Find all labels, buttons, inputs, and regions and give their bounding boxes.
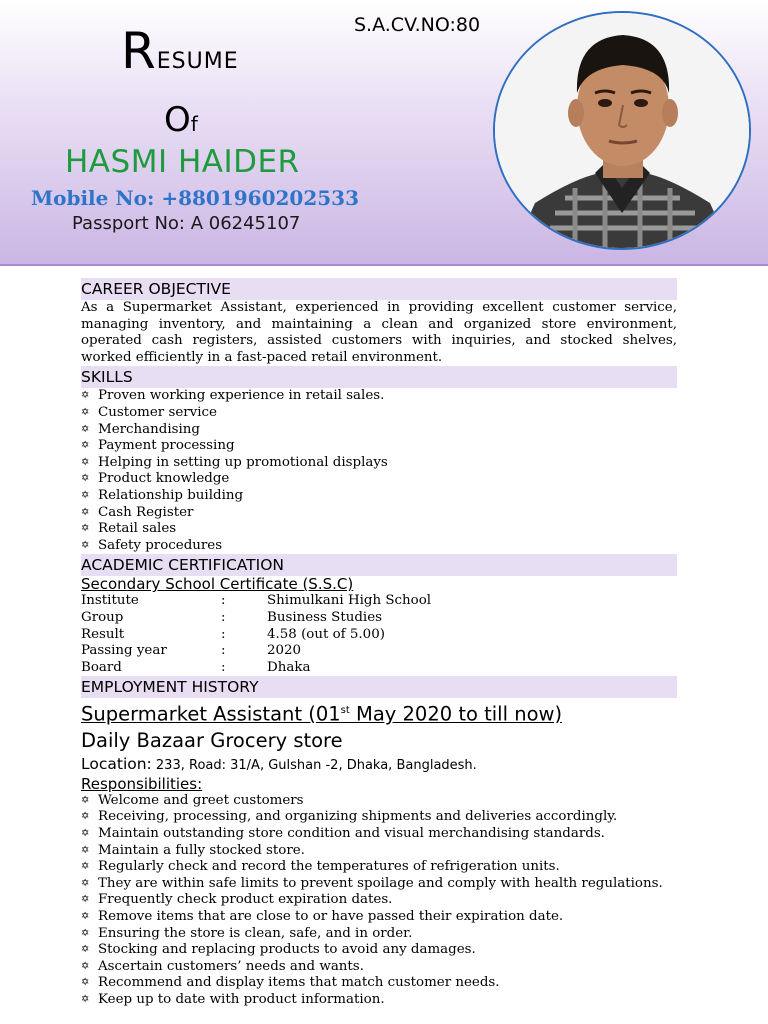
- list-item: ✡ Product knowledge: [81, 471, 230, 487]
- section-employment: EMPLOYMENT HISTORY: [81, 676, 677, 698]
- list-item: ✡ Payment processing: [81, 438, 235, 454]
- star-bullet-icon: ✡: [81, 423, 90, 435]
- star-bullet-icon: ✡: [81, 539, 90, 551]
- header-band: [0, 0, 768, 266]
- star-bullet-icon: ✡: [81, 523, 90, 535]
- list-item: ✡ Ensuring the store is clean, safe, and in order.: [81, 925, 413, 941]
- list-item: ✡ Safety procedures: [81, 537, 223, 553]
- responsibilities-list: [81, 793, 677, 1009]
- table-row: Passing year : 2020: [81, 643, 302, 659]
- star-bullet-icon: ✡: [81, 506, 90, 518]
- job-title: Supermarket Assistant (01st May 2020 to till now): [81, 702, 563, 726]
- list-item: ✡ Cash Register: [81, 504, 194, 520]
- list-item: ✡ Merchandising: [81, 421, 200, 437]
- company-name: Daily Bazaar Grocery store: [81, 728, 343, 752]
- star-bullet-icon: ✡: [81, 861, 90, 873]
- list-item: ✡ They are within safe limits to prevent spoilage and comply with health regulations.: [81, 875, 663, 891]
- resume-rest: ESUME: [156, 49, 239, 74]
- table-row: Group : Business Studies: [81, 609, 382, 625]
- star-bullet-icon: ✡: [81, 794, 90, 806]
- list-item: ✡ Remove items that are close to or have passed their expiration date.: [81, 908, 564, 924]
- star-bullet-icon: ✡: [81, 473, 90, 485]
- star-bullet-icon: ✡: [81, 977, 90, 989]
- portrait-image: [495, 13, 749, 248]
- resume-initial: R: [121, 22, 157, 80]
- resume-title: [121, 22, 239, 80]
- list-item: ✡ Ascertain customers’ needs and wants.: [81, 958, 364, 974]
- star-bullet-icon: ✡: [81, 944, 90, 956]
- job-location: Location: 233, Road: 31/A, Gulshan -2, Dhaka, Bangladesh.: [81, 754, 477, 773]
- list-item: ✡ Proven working experience in retail sales.: [81, 388, 385, 404]
- section-skills: SKILLS: [81, 366, 677, 388]
- star-bullet-icon: ✡: [81, 390, 90, 402]
- certificate-title: Secondary School Certificate (S.S.C): [81, 575, 354, 594]
- list-item: ✡ Retail sales: [81, 521, 177, 537]
- list-item: ✡ Maintain a fully stocked store.: [81, 842, 305, 858]
- star-bullet-icon: ✡: [81, 927, 90, 939]
- list-item: ✡ Maintain outstanding store condition and visual merchandising standards.: [81, 825, 605, 841]
- mobile-number: Mobile No: +8801960202533: [31, 186, 359, 210]
- list-item: ✡ Keep up to date with product information.: [81, 991, 385, 1007]
- star-bullet-icon: ✡: [81, 489, 90, 501]
- passport-number: Passport No: A 06245107: [72, 213, 301, 234]
- star-bullet-icon: ✡: [81, 877, 90, 889]
- section-career-objective: CAREER OBJECTIVE: [81, 278, 677, 300]
- table-row: Board : Dhaka: [81, 659, 311, 675]
- star-bullet-icon: ✡: [81, 827, 90, 839]
- list-item: ✡ Welcome and greet customers: [81, 792, 304, 808]
- list-item: ✡ Relationship building: [81, 487, 244, 503]
- star-bullet-icon: ✡: [81, 960, 90, 972]
- star-bullet-icon: ✡: [81, 844, 90, 856]
- star-bullet-icon: ✡: [81, 440, 90, 452]
- list-item: ✡ Frequently check product expiration dates.: [81, 892, 393, 908]
- of-rest: f: [190, 112, 198, 136]
- career-objective-text: As a Supermarket Assistant, experienced in providing excellent customer service, managing inventory, and maintaining a clean and organized store environment, operated cash registers, assisted customers with inquiries, and stocked shelves, worked efficiently in a fast-paced retail environment.: [81, 300, 677, 365]
- list-item: ✡ Stocking and replacing products to avoid any damages.: [81, 942, 476, 958]
- star-bullet-icon: ✡: [81, 456, 90, 468]
- list-item: ✡ Helping in setting up promotional displays: [81, 454, 388, 470]
- star-bullet-icon: ✡: [81, 406, 90, 418]
- star-bullet-icon: ✡: [81, 894, 90, 906]
- list-item: ✡ Customer service: [81, 404, 217, 420]
- table-row: Result : 4.58 (out of 5.00): [81, 626, 385, 642]
- skills-list: [81, 388, 677, 554]
- profile-photo: [493, 11, 751, 250]
- table-row: Institute : Shimulkani High School: [81, 593, 432, 609]
- list-item: ✡ Recommend and display items that match customer needs.: [81, 975, 500, 991]
- of-initial: O: [164, 100, 191, 140]
- cv-number: S.A.CV.NO:80: [354, 14, 481, 36]
- responsibilities-label: Responsibilities:: [81, 774, 203, 793]
- section-academic: ACADEMIC CERTIFICATION: [81, 554, 677, 576]
- star-bullet-icon: ✡: [81, 811, 90, 823]
- of-label: [164, 100, 198, 140]
- resume-body: [81, 278, 677, 1009]
- academic-table: [81, 593, 677, 676]
- list-item: ✡ Regularly check and record the temperatures of refrigeration units.: [81, 859, 560, 875]
- star-bullet-icon: ✡: [81, 910, 90, 922]
- star-bullet-icon: ✡: [81, 993, 90, 1005]
- candidate-name: HASMI HAIDER: [65, 144, 300, 180]
- list-item: ✡ Receiving, processing, and organizing shipments and deliveries accordingly.: [81, 809, 618, 825]
